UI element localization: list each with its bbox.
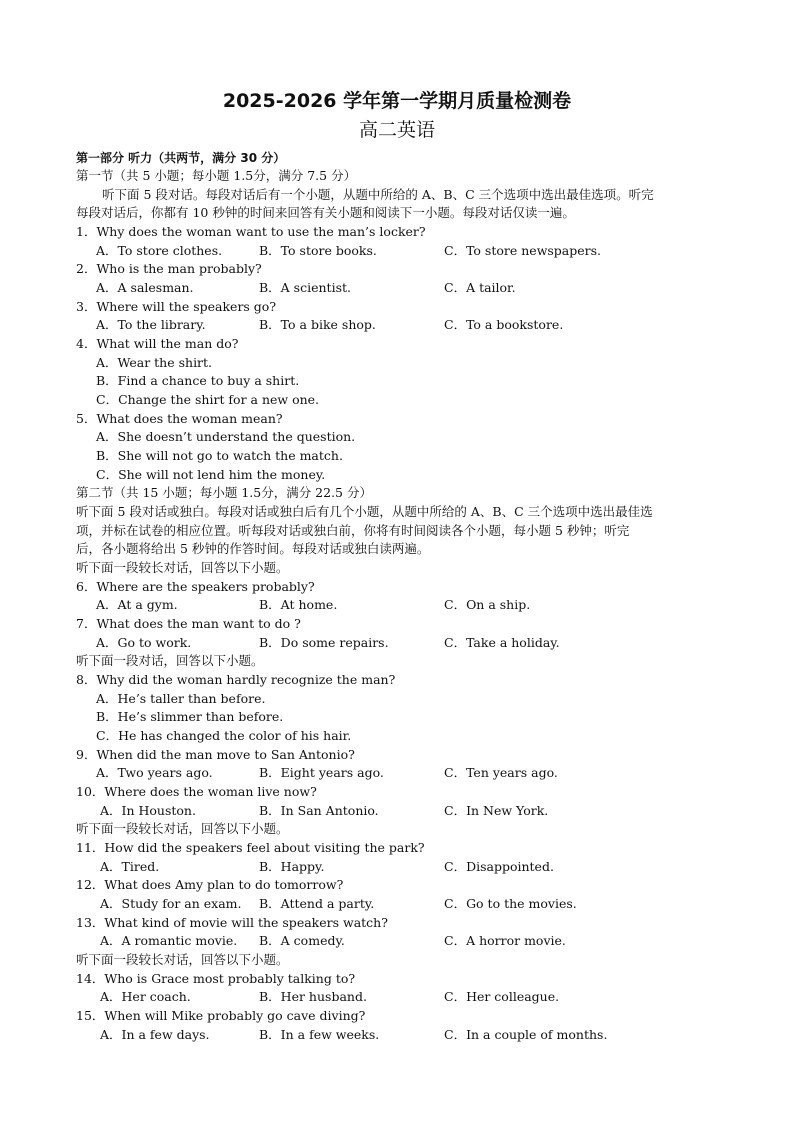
option-c: C．A tailor. [444,280,516,295]
option-b: B．Her husband. [259,989,367,1004]
option-c: C．Disappointed. [444,859,554,874]
section2-instruction-2: 项，并标在试卷的相应位置。听每段对话或独白前，你将有时间阅读各个小题，每小题 5 秒钟；听完 [76,523,630,538]
option-b: B．In a few weeks. [259,1027,380,1042]
question-stem: 2．Who is the man probably? [76,261,262,276]
option-a: A．Her coach. [100,989,191,1004]
option-a: A．A romantic movie. [100,933,238,948]
option-c: C．Ten years ago. [444,765,558,780]
question-stem: 14．Who is Grace most probably talking to? [76,971,356,986]
dialogue-cue: 听下面一段对话，回答以下小题。 [76,653,264,668]
option-a: A．He’s taller than before. [96,691,266,706]
question-stem: 11．How did the speakers feel about visiting the park? [76,840,425,855]
option-b: B．To store books. [259,243,377,258]
section1-instruction-1: 听下面 5 段对话。每段对话后有一个小题，从题中所给的 A、B、C 三个选项中选出最佳选项。听完 [102,187,654,202]
option-c: C．In a couple of months. [444,1027,608,1042]
question-stem: 1．Why does the woman want to use the man’s locker? [76,224,426,239]
exam-subject: 高二英语 [358,119,435,141]
dialogue-cue: 听下面一段较长对话，回答以下小题。 [76,952,289,967]
question-stem: 6．Where are the speakers probably? [76,579,315,594]
option-c: C．A horror movie. [444,933,566,948]
question-stem: 10．Where does the woman live now? [76,784,317,799]
option-b: B．Attend a party. [259,896,375,911]
option-b: B．Happy. [259,859,325,874]
option-b: B．Find a chance to buy a shirt. [96,373,300,388]
option-c: C．To a bookstore. [444,317,564,332]
option-c: C．Take a holiday. [444,635,560,650]
option-c: C．She will not lend him the money. [96,467,326,482]
question-stem: 15．When will Mike probably go cave diving? [76,1008,366,1023]
question-stem: 5．What does the woman mean? [76,411,283,426]
option-a: A．To the library. [96,317,206,332]
option-a: A．Wear the shirt. [96,355,213,370]
option-c: C．He has changed the color of his hair. [96,728,352,743]
question-stem: 9．When did the man move to San Antonio? [76,747,355,762]
dialogue-cue: 听下面一段较长对话，回答以下小题。 [76,821,289,836]
option-c: C．Change the shirt for a new one. [96,392,320,407]
option-a: A．Tired. [100,859,160,874]
part1-heading: 第一部分 听力（共两节，满分 30 分） [76,151,286,165]
option-a: A．At a gym. [96,597,178,612]
option-c: C．Go to the movies. [444,896,577,911]
option-a: A．She doesn’t understand the question. [96,429,356,444]
option-a: A．Study for an exam. [100,896,242,911]
option-a: A．In Houston. [100,803,196,818]
option-b: B．She will not go to watch the match. [96,448,343,463]
question-stem: 12．What does Amy plan to do tomorrow? [76,877,344,892]
option-c: C．In New York. [444,803,549,818]
option-b: B．Eight years ago. [259,765,384,780]
option-b: B．To a bike shop. [259,317,376,332]
option-a: A．A salesman. [96,280,194,295]
option-b: B．A scientist. [259,280,351,295]
section1-heading: 第一节（共 5 小题；每小题 1.5分，满分 7.5 分） [76,168,357,183]
option-b: B．A comedy. [259,933,345,948]
question-stem: 3．Where will the speakers go? [76,299,277,314]
question-stem: 4．What will the man do? [76,336,239,351]
dialogue-cue: 听下面一段较长对话，回答以下小题。 [76,560,289,575]
question-stem: 7．What does the man want to do ? [76,616,301,631]
question-stem: 13．What kind of movie will the speakers watch? [76,915,388,930]
option-c: C．Her colleague. [444,989,560,1004]
option-a: A．In a few days. [100,1027,210,1042]
option-a: A．Two years ago. [96,765,213,780]
question-stem: 8．Why did the woman hardly recognize the man? [76,672,396,687]
option-c: C．On a ship. [444,597,531,612]
section2-instruction-1: 听下面 5 段对话或独白。每段对话或独白后有几个小题，从题中所给的 A、B、C 三个选项中选出最佳选 [76,504,653,519]
section1-instruction-2: 每段对话后，你都有 10 秒钟的时间来回答有关小题和阅读下一小题。每段对话仅读一遍。 [76,205,575,220]
section2-instruction-3: 后，各小题将给出 5 秒钟的作答时间。每段对话或独白读两遍。 [76,541,430,556]
option-a: A．Go to work. [96,635,192,650]
exam-title: 2025-2026 学年第一学期月质量检测卷 [222,90,572,112]
section2-heading: 第二节（共 15 小题；每小题 1.5分，满分 22.5 分） [76,485,372,500]
option-b: B．He’s slimmer than before. [96,709,284,724]
option-b: B．In San Antonio. [259,803,379,818]
option-a: A．To store clothes. [96,243,223,258]
option-c: C．To store newspapers. [444,243,602,258]
option-b: B．At home. [259,597,338,612]
option-b: B．Do some repairs. [259,635,389,650]
